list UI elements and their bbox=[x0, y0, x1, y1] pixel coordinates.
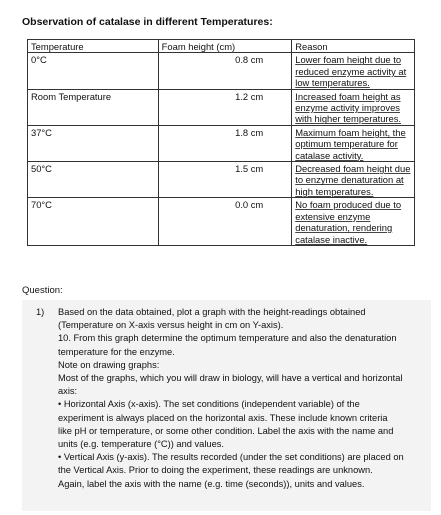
question-line: Note on drawing graphs: bbox=[58, 359, 160, 370]
temperature-cell: 70°C bbox=[28, 198, 159, 246]
question-line: like pH or temperature, or some other condition. Label the axis with the name and bbox=[58, 425, 394, 436]
question-line: Most of the graphs, which you will draw in biology, will have a vertical and horizontal bbox=[58, 373, 403, 384]
question-line: • Vertical Axis (y-axis). The results recorded (under the set conditions) are placed on bbox=[58, 452, 404, 463]
question-line: Based on the data obtained, plot a graph with the height-readings obtained bbox=[58, 307, 366, 317]
reason-line: No foam produced due to bbox=[295, 199, 402, 211]
reason-line: with higher temperatures. bbox=[295, 113, 402, 125]
question-line: the Vertical Axis. Prior to doing the experiment, these readings are unknown. bbox=[58, 465, 373, 476]
question-line: 10. From this graph determine the optimum temperature and also the denaturation bbox=[58, 333, 397, 344]
temperature-cell: 0°C bbox=[28, 53, 159, 89]
reason-line: catalase inactive. bbox=[295, 233, 368, 245]
question-line: Again, label the axis with the name (e.g. time (seconds)), units and values. bbox=[58, 478, 365, 489]
reason-line: extensive enzyme bbox=[295, 210, 371, 222]
reason-line: Decreased foam height due bbox=[295, 163, 411, 175]
question-line: units (e.g. temperature (°C)) and values. bbox=[58, 439, 224, 450]
question-number: 1) bbox=[36, 307, 45, 317]
reason-cell bbox=[292, 125, 415, 161]
foam-height-cell: 0.8 cm bbox=[158, 53, 292, 89]
page-title: Observation of catalase in different Temperatures: bbox=[22, 16, 273, 28]
reason-line: Increased foam height as bbox=[295, 90, 401, 102]
foam-height-cell: 1.2 cm bbox=[158, 89, 292, 125]
header-foam-height: Foam height (cm) bbox=[158, 40, 292, 53]
question-body bbox=[58, 306, 426, 491]
question-line: axis: bbox=[58, 386, 78, 397]
header-reason: Reason bbox=[292, 40, 415, 53]
question-line: (Temperature on X-axis versus height in cm on Y-axis). bbox=[58, 320, 284, 331]
reason-line: reduced enzyme activity at bbox=[295, 65, 407, 77]
temperature-cell: 50°C bbox=[28, 162, 159, 198]
header-temperature: Temperature bbox=[28, 40, 159, 53]
reason-line: to enzyme denaturation at bbox=[295, 174, 404, 186]
reason-line: high temperatures. bbox=[295, 185, 374, 197]
table-row bbox=[28, 125, 415, 161]
question-line: experiment is always placed on the horizontal axis. These include known criteria bbox=[58, 412, 388, 423]
reason-line: Maximum foam height, the bbox=[295, 126, 406, 138]
table-row bbox=[28, 162, 415, 198]
reason-line: denaturation, rendering bbox=[295, 222, 393, 234]
reason-cell bbox=[292, 198, 415, 246]
question-label: Question: bbox=[22, 285, 63, 296]
reason-line: optimum temperature for bbox=[295, 138, 398, 150]
reason-cell bbox=[292, 53, 415, 89]
temperature-cell: 37°C bbox=[28, 125, 159, 161]
foam-height-cell: 1.8 cm bbox=[158, 125, 292, 161]
table-row bbox=[28, 198, 415, 246]
table-row bbox=[28, 53, 415, 89]
reason-cell bbox=[292, 162, 415, 198]
table-header-row bbox=[28, 40, 415, 53]
table-row bbox=[28, 89, 415, 125]
reason-line: catalase activity. bbox=[295, 149, 364, 161]
reason-cell bbox=[292, 89, 415, 125]
reason-line: Lower foam height due to bbox=[295, 54, 402, 66]
temperature-cell: Room Temperature bbox=[28, 89, 159, 125]
foam-height-cell: 1.5 cm bbox=[158, 162, 292, 198]
reason-line: enzyme activity improves bbox=[295, 102, 400, 114]
reason-line: low temperatures. bbox=[295, 77, 370, 89]
question-box bbox=[22, 300, 431, 511]
question-line: temperature for the enzyme. bbox=[58, 346, 175, 357]
question-line: • Horizontal Axis (x-axis). The set conditions (independent variable) of the bbox=[58, 399, 360, 410]
observation-table bbox=[27, 39, 415, 246]
foam-height-cell: 0.0 cm bbox=[158, 198, 292, 246]
